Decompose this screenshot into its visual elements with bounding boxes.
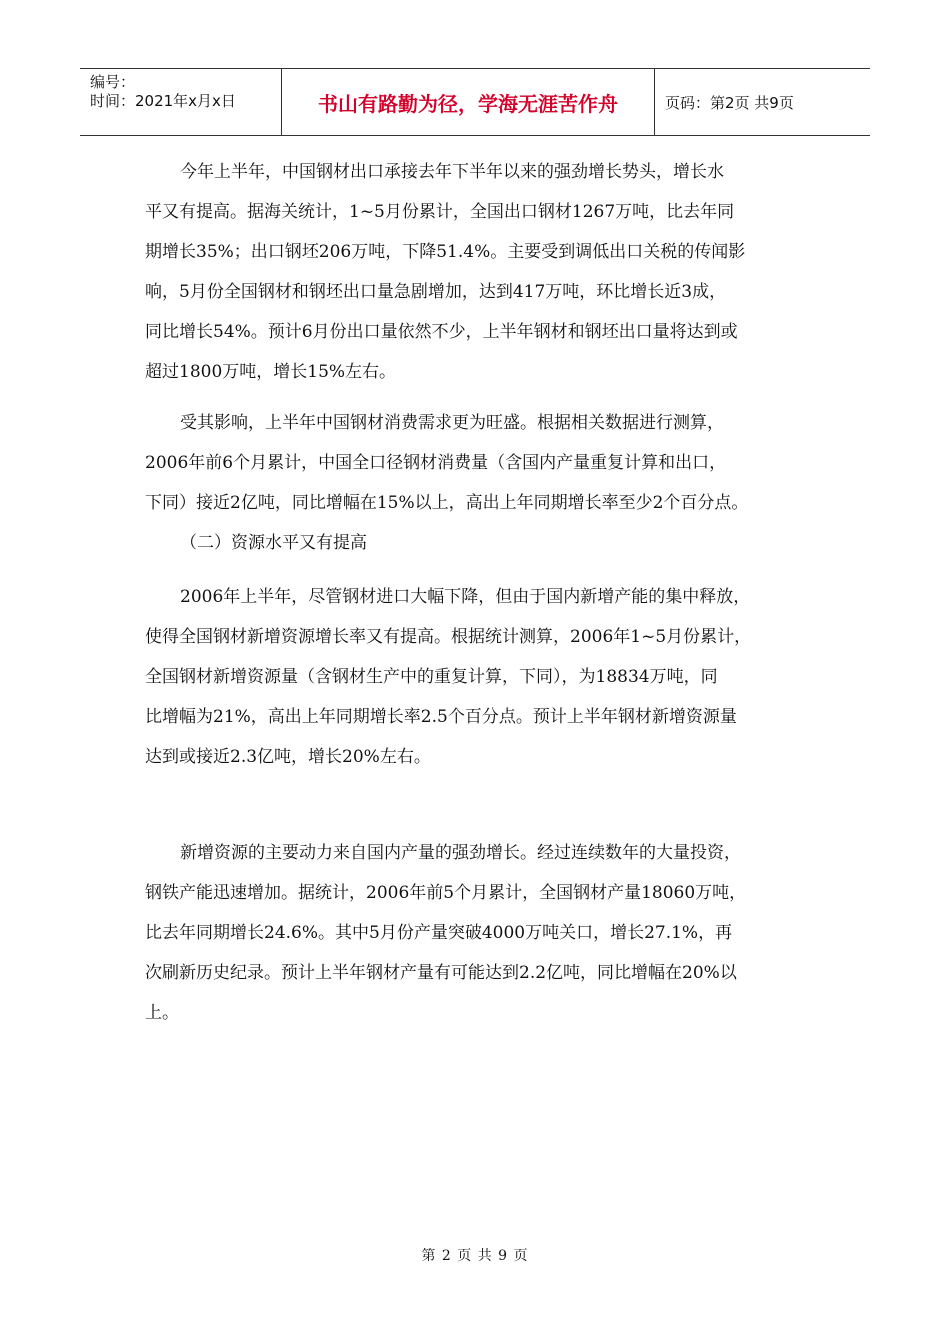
document-date-label: 时间：2021年x月x日 xyxy=(90,92,236,110)
text-line: 钢铁产能迅速增加。据统计，2006年前5个月累计，全国钢材产量18060万吨， xyxy=(145,883,747,903)
paragraph-production xyxy=(145,833,815,1033)
header-motto: 书山有路勤为径，学海无涯苦作舟 xyxy=(282,69,655,135)
text-line: 上。 xyxy=(145,1003,179,1023)
document-number-label: 编号： xyxy=(90,73,136,91)
text-line: 平又有提高。据海关统计，1~5月份累计，全国出口钢材1267万吨，比去年同 xyxy=(145,202,735,222)
paragraph-resources xyxy=(145,577,815,777)
text-line: 使得全国钢材新增资源增长率又有提高。根据统计测算，2006年1~5月份累计， xyxy=(145,627,752,647)
text-line: 达到或接近2.3亿吨，增长20%左右。 xyxy=(145,747,431,767)
header-meta-cell xyxy=(80,69,282,135)
text-line: 新增资源的主要动力来自国内产量的强劲增长。经过连续数年的大量投资， xyxy=(180,843,741,863)
document-body xyxy=(145,152,815,1033)
text-line: 比增幅为21%，高出上年同期增长率2.5个百分点。预计上半年钢材新增资源量 xyxy=(145,707,737,727)
text-line: 期增长35%；出口钢坯206万吨，下降51.4%。主要受到调低出口关税的传闻影 xyxy=(145,242,746,262)
text-line: 全国钢材新增资源量（含钢材生产中的重复计算，下同），为18834万吨，同 xyxy=(145,667,718,687)
page-footer: 第 2 页 共 9 页 xyxy=(421,1248,529,1264)
header-page-info: 页码：第2页 共9页 xyxy=(665,93,794,112)
text-line: 2006年上半年，尽管钢材进口大幅下降，但由于国内新增产能的集中释放， xyxy=(180,587,751,607)
text-line: 同比增长54%。预计6月份出口量依然不少，上半年钢材和钢坯出口量将达到或 xyxy=(145,322,738,342)
text-line: 次刷新历史纪录。预计上半年钢材产量有可能达到2.2亿吨，同比增幅在20%以 xyxy=(145,963,737,983)
paragraph-export xyxy=(145,152,815,392)
text-line: 下同）接近2亿吨，同比增幅在15%以上，高出上年同期增长率至少2个百分点。 xyxy=(145,493,749,513)
text-line: 今年上半年，中国钢材出口承接去年下半年以来的强劲增长势头，增长水 xyxy=(180,162,724,182)
text-line: 2006年前6个月累计，中国全口径钢材消费量（含国内产量重复计算和出口， xyxy=(145,453,727,473)
text-line: 超过1800万吨，增长15%左右。 xyxy=(145,362,397,382)
text-line: 受其影响，上半年中国钢材消费需求更为旺盛。根据相关数据进行测算， xyxy=(180,413,724,433)
document-header xyxy=(80,68,870,136)
paragraph-consumption xyxy=(145,403,815,523)
text-line: 响，5月份全国钢材和钢坯出口量急剧增加，达到417万吨，环比增长近3成， xyxy=(145,282,727,302)
section-heading: （二）资源水平又有提高 xyxy=(180,533,367,553)
text-line: 比去年同期增长24.6%。其中5月份产量突破4000万吨关口，增长27.1%，再 xyxy=(145,923,733,943)
